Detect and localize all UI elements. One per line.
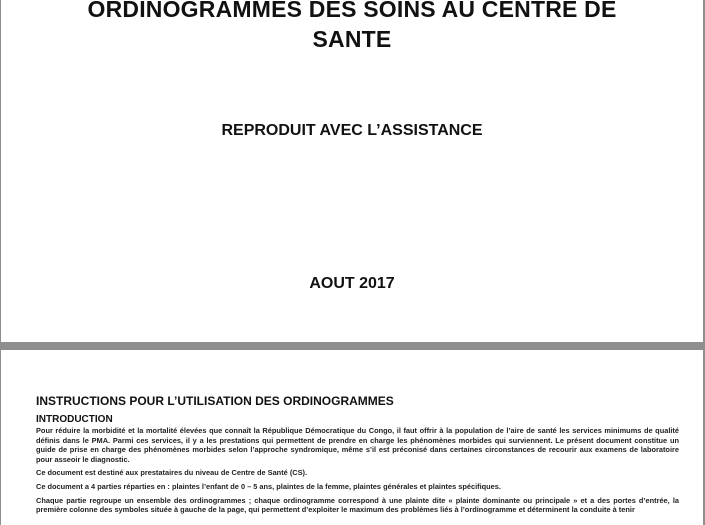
instructions-page: [1, 350, 703, 525]
cover-page: [1, 0, 703, 342]
paragraph: Ce document est destiné aux prestataires du niveau de Centre de Santé (CS).: [36, 468, 308, 478]
document-date: AOUT 2017: [309, 275, 395, 292]
document-subtitle: REPRODUIT AVEC L’ASSISTANCE: [221, 122, 483, 139]
paragraph: Chaque partie regroupe un ensemble des ordinogrammes ; chaque ordinogramme correspond à une plainte dite « plainte dominante ou principale » et a des portes d’entrée, la première colonne des symboles située à gauche de la page, qui permettent d’exploiter le maximum des problèmes liés à l’ordinogramme et déterminent la conduite à tenir: [36, 495, 679, 515]
document-title: [1, 0, 703, 54]
paragraph: Ce document a 4 parties réparties en : plaintes l’enfant de 0 – 5 ans, plaintes de la femme, plaintes générales et plaintes spécifiques.: [36, 481, 501, 491]
title-line-2: SANTE: [312, 26, 392, 52]
title-line-1: ORDINOGRAMMES DES SOINS AU CENTRE DE: [87, 0, 617, 22]
paragraph: Pour réduire la morbidité et la mortalité élevées que connaît la République Démocratique du Congo, il faut offrir à la population de l’aire de santé les services minimums de qualité définis dans le PMA. Parmi ces services, il y a les prestations qui permettent de prendre en charge les phénomènes morbides qui surviennent. Le présent document constitue un guide de prise en charge des phénomènes morbides selon l’approche syndromique, même s’il est préconisé dans certaines circonstances de recourir aux examens de laboratoire pour asseoir le diagnostic.: [36, 426, 679, 464]
section-heading: INSTRUCTIONS POUR L’UTILISATION DES ORDINOGRAMMES: [36, 394, 394, 408]
subsection-heading: INTRODUCTION: [36, 414, 113, 425]
instructions-content: [36, 394, 679, 519]
